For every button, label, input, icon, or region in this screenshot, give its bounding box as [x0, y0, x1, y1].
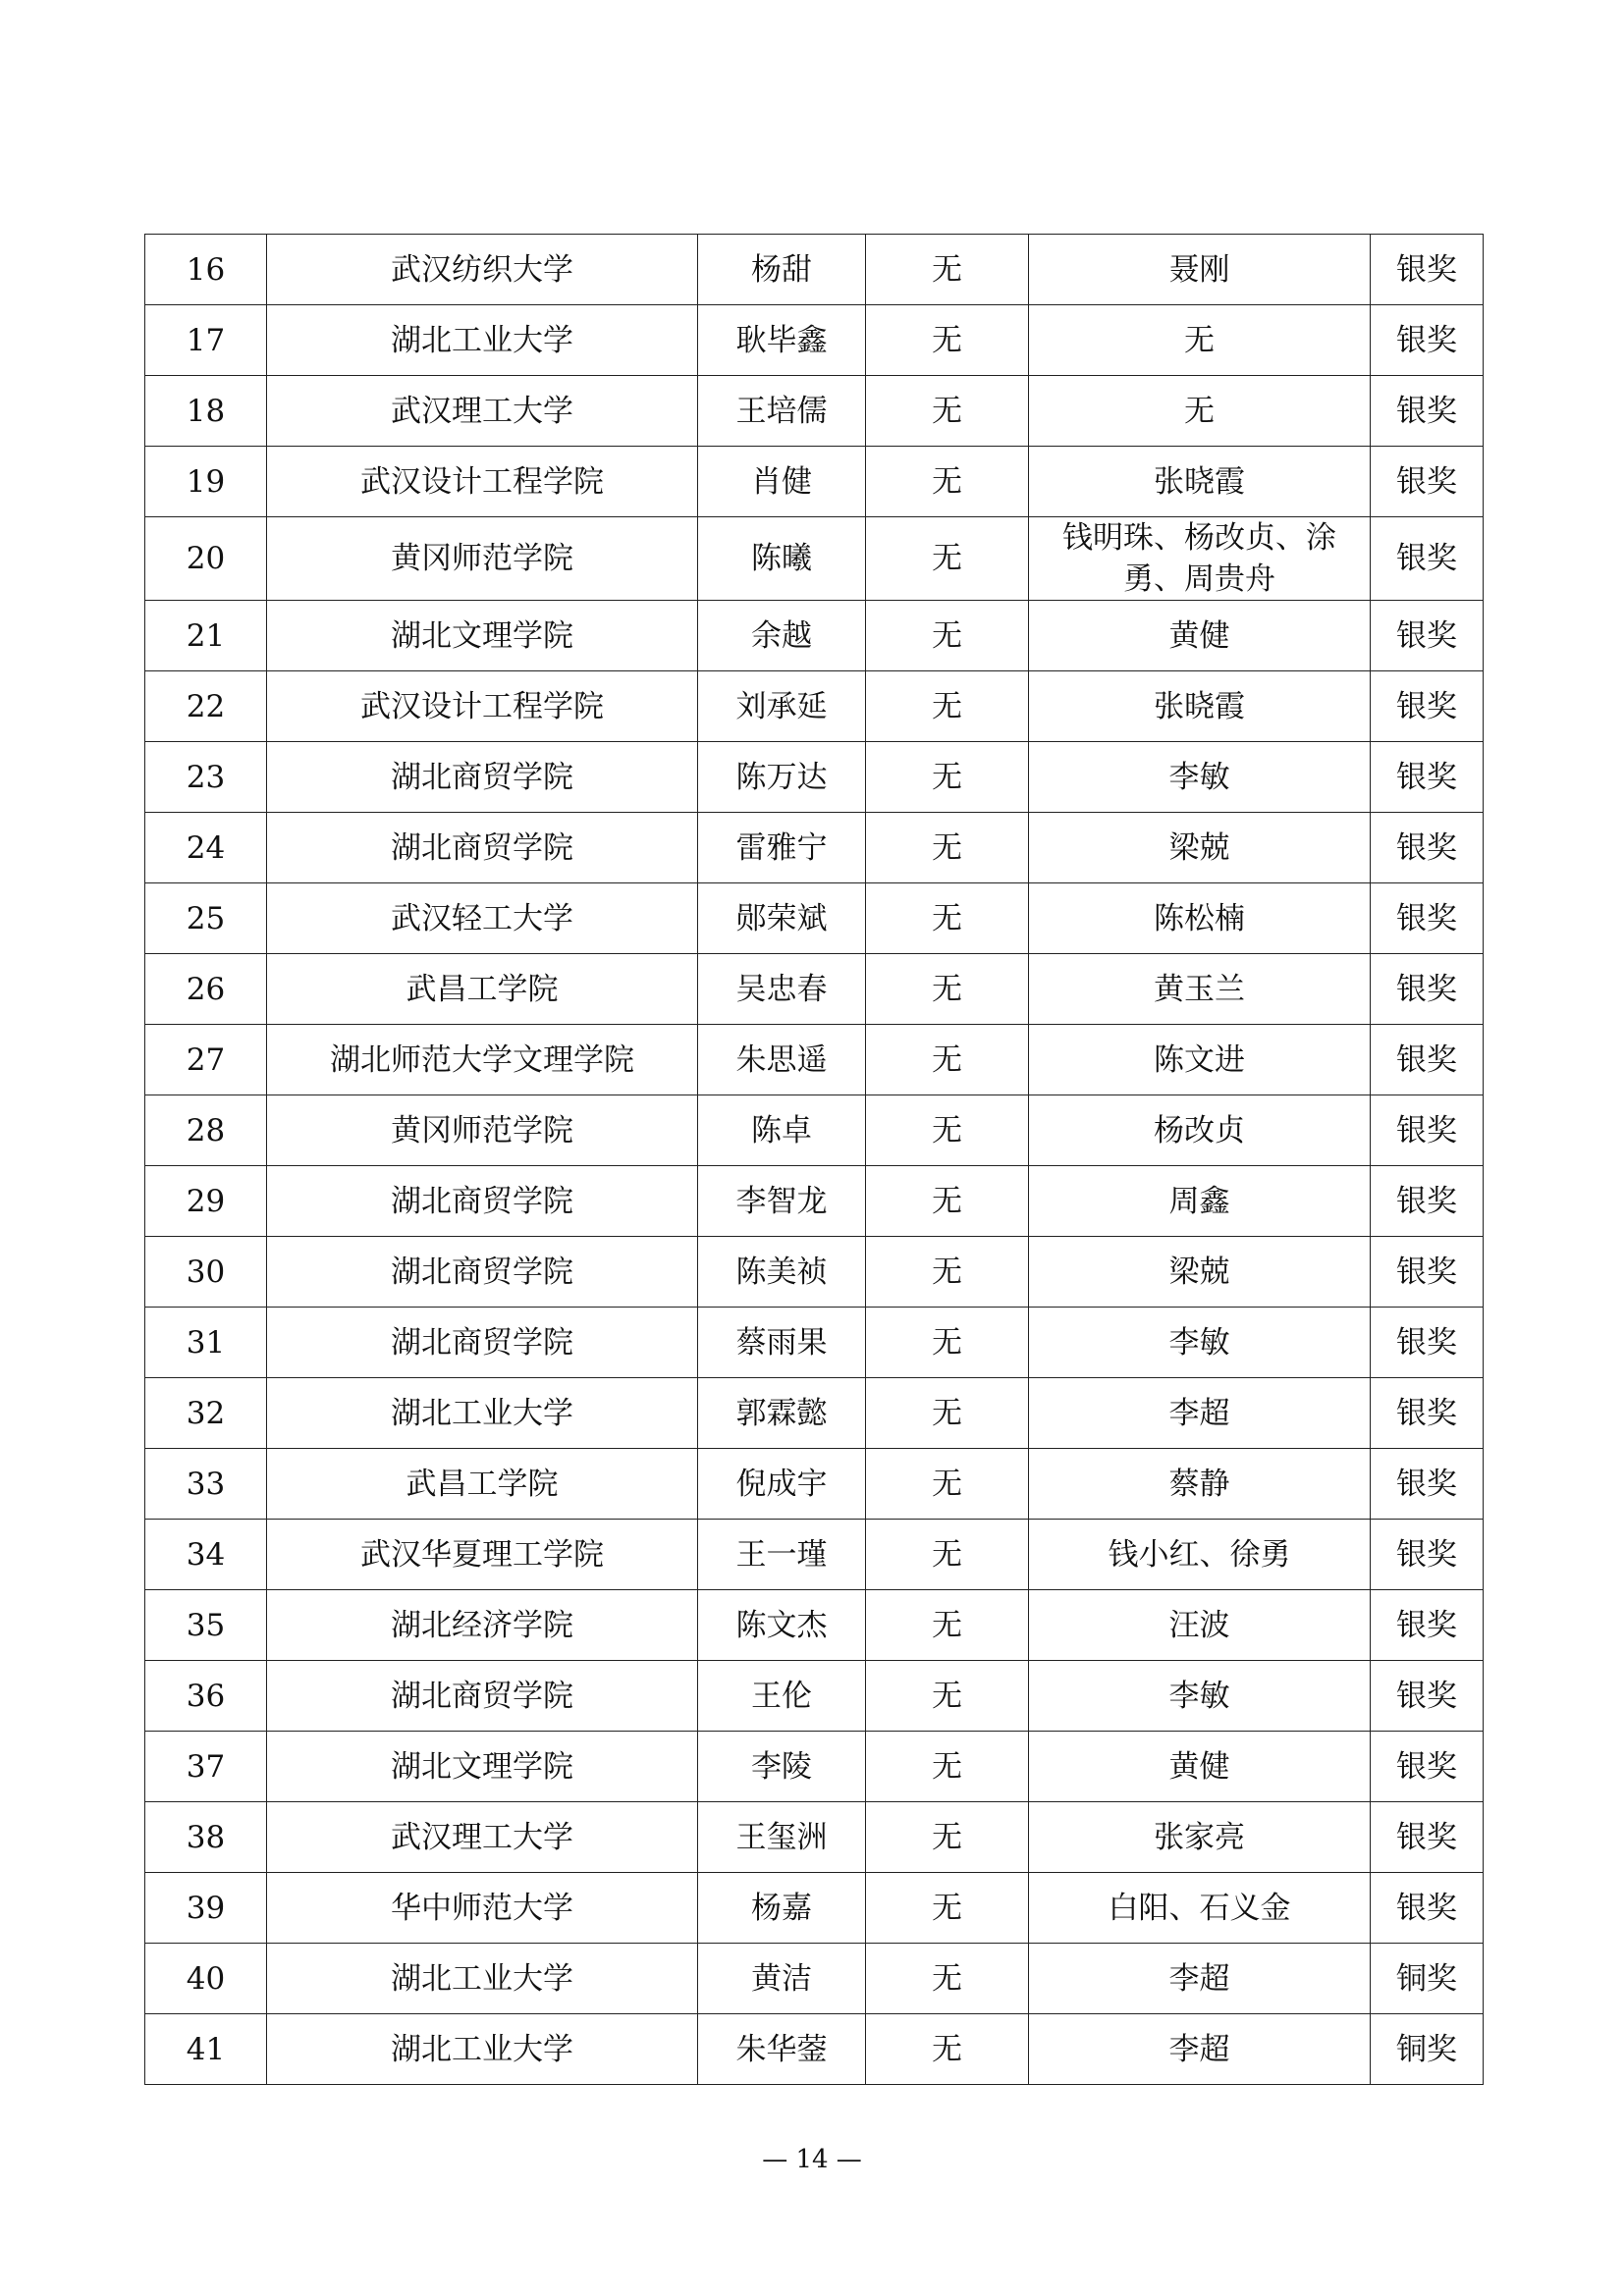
row-number: 16	[145, 235, 267, 305]
column-4-value: 无	[866, 1025, 1029, 1095]
student-name: 郭霖懿	[698, 1378, 866, 1449]
column-4-value: 无	[866, 305, 1029, 376]
advisor-names: 蔡静	[1029, 1449, 1371, 1520]
advisor-names: 周鑫	[1029, 1166, 1371, 1237]
row-number: 21	[145, 601, 267, 671]
column-4-value: 无	[866, 671, 1029, 742]
table-row	[145, 1732, 1484, 1802]
column-4-value: 无	[866, 1166, 1029, 1237]
award-level: 银奖	[1371, 376, 1484, 447]
row-number: 23	[145, 742, 267, 813]
award-level: 银奖	[1371, 447, 1484, 517]
table-row	[145, 235, 1484, 305]
award-level: 铜奖	[1371, 2014, 1484, 2085]
school-name: 武昌工学院	[267, 1449, 698, 1520]
school-name: 湖北商贸学院	[267, 813, 698, 883]
student-name: 朱思遥	[698, 1025, 866, 1095]
school-name: 湖北工业大学	[267, 1378, 698, 1449]
award-table-body	[145, 235, 1484, 2085]
table-row	[145, 813, 1484, 883]
column-4-value: 无	[866, 2014, 1029, 2085]
column-4-value: 无	[866, 1590, 1029, 1661]
table-row	[145, 742, 1484, 813]
advisor-names: 汪波	[1029, 1590, 1371, 1661]
advisor-names: 陈松楠	[1029, 883, 1371, 954]
row-number: 17	[145, 305, 267, 376]
column-4-value: 无	[866, 1873, 1029, 1944]
row-number: 39	[145, 1873, 267, 1944]
advisor-names: 钱明珠、杨改贞、涂勇、周贵舟	[1029, 517, 1371, 601]
award-level: 银奖	[1371, 601, 1484, 671]
school-name: 武汉轻工大学	[267, 883, 698, 954]
student-name: 雷雅宁	[698, 813, 866, 883]
row-number: 28	[145, 1095, 267, 1166]
advisor-names: 黄健	[1029, 601, 1371, 671]
table-row	[145, 1873, 1484, 1944]
student-name: 朱华蓥	[698, 2014, 866, 2085]
column-4-value: 无	[866, 954, 1029, 1025]
advisor-names: 李超	[1029, 1944, 1371, 2014]
table-row	[145, 1449, 1484, 1520]
column-4-value: 无	[866, 813, 1029, 883]
advisor-names: 黄健	[1029, 1732, 1371, 1802]
award-level: 银奖	[1371, 305, 1484, 376]
school-name: 武汉纺织大学	[267, 235, 698, 305]
table-row	[145, 1237, 1484, 1308]
student-name: 陈卓	[698, 1095, 866, 1166]
student-name: 黄洁	[698, 1944, 866, 2014]
school-name: 武汉理工大学	[267, 376, 698, 447]
school-name: 黄冈师范学院	[267, 517, 698, 601]
award-level: 银奖	[1371, 1802, 1484, 1873]
column-4-value: 无	[866, 601, 1029, 671]
student-name: 王玺洲	[698, 1802, 866, 1873]
row-number: 24	[145, 813, 267, 883]
column-4-value: 无	[866, 1237, 1029, 1308]
student-name: 郧荣斌	[698, 883, 866, 954]
table-row	[145, 1095, 1484, 1166]
student-name: 耿毕鑫	[698, 305, 866, 376]
school-name: 武汉华夏理工学院	[267, 1520, 698, 1590]
award-level: 银奖	[1371, 1661, 1484, 1732]
student-name: 蔡雨果	[698, 1308, 866, 1378]
row-number: 38	[145, 1802, 267, 1873]
student-name: 李陵	[698, 1732, 866, 1802]
student-name: 陈万达	[698, 742, 866, 813]
row-number: 30	[145, 1237, 267, 1308]
advisor-names: 无	[1029, 305, 1371, 376]
award-level: 银奖	[1371, 1732, 1484, 1802]
advisor-names: 张家亮	[1029, 1802, 1371, 1873]
table-row	[145, 1944, 1484, 2014]
table-row	[145, 2014, 1484, 2085]
award-level: 银奖	[1371, 742, 1484, 813]
table-row	[145, 1661, 1484, 1732]
table-row	[145, 1025, 1484, 1095]
award-level: 银奖	[1371, 671, 1484, 742]
row-number: 41	[145, 2014, 267, 2085]
student-name: 李智龙	[698, 1166, 866, 1237]
table-row	[145, 1378, 1484, 1449]
row-number: 35	[145, 1590, 267, 1661]
column-4-value: 无	[866, 1802, 1029, 1873]
row-number: 29	[145, 1166, 267, 1237]
column-4-value: 无	[866, 742, 1029, 813]
advisor-names: 李敏	[1029, 742, 1371, 813]
school-name: 湖北工业大学	[267, 305, 698, 376]
award-level: 银奖	[1371, 1590, 1484, 1661]
column-4-value: 无	[866, 1095, 1029, 1166]
student-name: 杨嘉	[698, 1873, 866, 1944]
award-table	[144, 234, 1484, 2085]
advisor-names: 杨改贞	[1029, 1095, 1371, 1166]
table-row	[145, 1166, 1484, 1237]
row-number: 34	[145, 1520, 267, 1590]
advisor-names: 李超	[1029, 1378, 1371, 1449]
advisor-names: 张晓霞	[1029, 447, 1371, 517]
award-level: 银奖	[1371, 954, 1484, 1025]
award-level: 银奖	[1371, 1308, 1484, 1378]
award-level: 银奖	[1371, 235, 1484, 305]
column-4-value: 无	[866, 883, 1029, 954]
school-name: 湖北文理学院	[267, 1732, 698, 1802]
school-name: 武汉设计工程学院	[267, 447, 698, 517]
school-name: 湖北商贸学院	[267, 1237, 698, 1308]
award-level: 银奖	[1371, 1237, 1484, 1308]
table-row	[145, 601, 1484, 671]
student-name: 肖健	[698, 447, 866, 517]
advisor-names: 聂刚	[1029, 235, 1371, 305]
school-name: 湖北经济学院	[267, 1590, 698, 1661]
column-4-value: 无	[866, 1308, 1029, 1378]
school-name: 湖北商贸学院	[267, 742, 698, 813]
row-number: 26	[145, 954, 267, 1025]
row-number: 33	[145, 1449, 267, 1520]
table-row	[145, 305, 1484, 376]
school-name: 武汉理工大学	[267, 1802, 698, 1873]
advisor-names: 无	[1029, 376, 1371, 447]
column-4-value: 无	[866, 1449, 1029, 1520]
award-level: 银奖	[1371, 1378, 1484, 1449]
student-name: 杨甜	[698, 235, 866, 305]
student-name: 陈文杰	[698, 1590, 866, 1661]
row-number: 40	[145, 1944, 267, 2014]
school-name: 湖北工业大学	[267, 1944, 698, 2014]
row-number: 25	[145, 883, 267, 954]
school-name: 武汉设计工程学院	[267, 671, 698, 742]
row-number: 27	[145, 1025, 267, 1095]
advisor-names: 李敏	[1029, 1661, 1371, 1732]
column-4-value: 无	[866, 376, 1029, 447]
award-level: 银奖	[1371, 883, 1484, 954]
table-row	[145, 1802, 1484, 1873]
advisor-names: 梁兢	[1029, 813, 1371, 883]
column-4-value: 无	[866, 447, 1029, 517]
column-4-value: 无	[866, 1378, 1029, 1449]
award-level: 银奖	[1371, 1095, 1484, 1166]
school-name: 武昌工学院	[267, 954, 698, 1025]
student-name: 余越	[698, 601, 866, 671]
student-name: 吴忠春	[698, 954, 866, 1025]
row-number: 20	[145, 517, 267, 601]
row-number: 37	[145, 1732, 267, 1802]
table-row	[145, 954, 1484, 1025]
table-row	[145, 1520, 1484, 1590]
school-name: 湖北师范大学文理学院	[267, 1025, 698, 1095]
award-level: 银奖	[1371, 1449, 1484, 1520]
student-name: 陈曦	[698, 517, 866, 601]
student-name: 王伦	[698, 1661, 866, 1732]
award-level: 银奖	[1371, 1025, 1484, 1095]
award-level: 银奖	[1371, 813, 1484, 883]
column-4-value: 无	[866, 1661, 1029, 1732]
student-name: 陈美祯	[698, 1237, 866, 1308]
column-4-value: 无	[866, 517, 1029, 601]
advisor-names: 陈文进	[1029, 1025, 1371, 1095]
row-number: 32	[145, 1378, 267, 1449]
award-level: 铜奖	[1371, 1944, 1484, 2014]
award-level: 银奖	[1371, 1166, 1484, 1237]
advisor-names: 李超	[1029, 2014, 1371, 2085]
advisor-names: 钱小红、徐勇	[1029, 1520, 1371, 1590]
advisor-names: 白阳、石义金	[1029, 1873, 1371, 1944]
table-row	[145, 1308, 1484, 1378]
school-name: 湖北商贸学院	[267, 1661, 698, 1732]
table-row	[145, 1590, 1484, 1661]
student-name: 王培儒	[698, 376, 866, 447]
row-number: 22	[145, 671, 267, 742]
school-name: 湖北商贸学院	[267, 1308, 698, 1378]
advisor-names: 黄玉兰	[1029, 954, 1371, 1025]
row-number: 19	[145, 447, 267, 517]
school-name: 黄冈师范学院	[267, 1095, 698, 1166]
student-name: 刘承延	[698, 671, 866, 742]
award-level: 银奖	[1371, 1520, 1484, 1590]
award-level: 银奖	[1371, 1873, 1484, 1944]
school-name: 华中师范大学	[267, 1873, 698, 1944]
award-level: 银奖	[1371, 517, 1484, 601]
row-number: 36	[145, 1661, 267, 1732]
column-4-value: 无	[866, 235, 1029, 305]
page-number: — 14 —	[762, 2145, 862, 2174]
column-4-value: 无	[866, 1732, 1029, 1802]
advisor-names: 梁兢	[1029, 1237, 1371, 1308]
table-row	[145, 376, 1484, 447]
advisor-names: 张晓霞	[1029, 671, 1371, 742]
school-name: 湖北工业大学	[267, 2014, 698, 2085]
student-name: 王一瑾	[698, 1520, 866, 1590]
row-number: 31	[145, 1308, 267, 1378]
table-row	[145, 671, 1484, 742]
table-row	[145, 447, 1484, 517]
column-4-value: 无	[866, 1520, 1029, 1590]
row-number: 18	[145, 376, 267, 447]
school-name: 湖北文理学院	[267, 601, 698, 671]
column-4-value: 无	[866, 1944, 1029, 2014]
table-row	[145, 883, 1484, 954]
table-row	[145, 517, 1484, 601]
student-name: 倪成宇	[698, 1449, 866, 1520]
school-name: 湖北商贸学院	[267, 1166, 698, 1237]
advisor-names: 李敏	[1029, 1308, 1371, 1378]
